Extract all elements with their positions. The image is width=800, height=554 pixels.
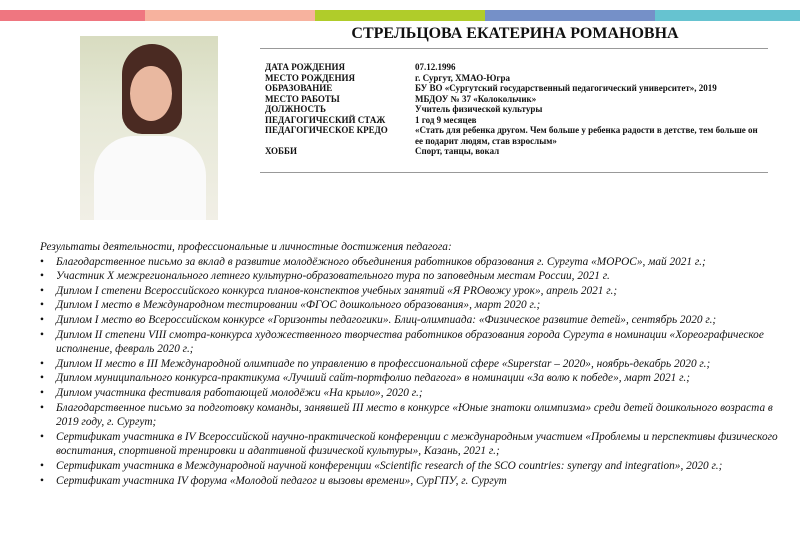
info-label: ПЕДАГОГИЧЕСКОЕ КРЕДО <box>265 125 388 135</box>
achievements <box>40 240 785 488</box>
color-stripe <box>0 10 800 21</box>
info-value: г. Сургут, ХМАО-Югра <box>415 72 510 83</box>
achievement-item: • Диплом II место в III Международной олимпиаде по управлению в профессиональной сфере «Superstar – 2020», ноябрь-декабрь 2020 г.; <box>40 357 785 372</box>
achievements-list <box>40 255 785 489</box>
achievement-item: • Диплом муниципального конкурса-практикума «Лучший сайт-портфолио педагога» в номинации «За волю к победе», март 2021 г.; <box>40 371 785 386</box>
achievement-item: • Диплом участника фестиваля работающей молодёжи «На крыло», 2020 г.; <box>40 386 785 401</box>
info-label: ХОББИ <box>265 146 297 156</box>
achievements-heading: Результаты деятельности, профессиональные и личностные достижения педагога: <box>40 241 452 253</box>
info-value: БУ ВО «Сургутский государственный педагогический университет», 2019 <box>415 83 717 93</box>
stripe-segment <box>655 10 800 21</box>
achievement-item: • Благодарственное письмо за вклад в развитие молодёжного объединения работников образования г. Сургута «МОРОС», май 2021 г.; <box>40 255 785 270</box>
achievement-item: • Участник X межрегионального летнего культурно-образовательного тура по заповедным местам России, 2021 г. <box>40 269 785 284</box>
info-value: Спорт, танцы, вокал <box>415 146 500 156</box>
info-label: ОБРАЗОВАНИЕ <box>265 83 333 93</box>
info-value: МБДОУ № 37 «Колокольчик» <box>415 93 537 104</box>
achievement-item: • Благодарственное письмо за подготовку команды, занявшей III место в конкурсе «Юные знатоки олимпизма» среди детей дошкольного возраста в 2019 году, г. Сургут; <box>40 401 785 430</box>
info-row <box>265 62 760 73</box>
achievement-item: • Диплом I место в Международном тестировании «ФГОС дошкольного образования», март 2020 г.; <box>40 298 785 313</box>
achievement-item: • Диплом I место во Всероссийском конкурсе «Горизонты педагогики». Блиц-олимпиада: «Физическое развитие детей», сентябрь 2020 г.; <box>40 313 785 328</box>
info-row <box>265 125 760 146</box>
info-value: Учитель физической культуры <box>415 104 543 114</box>
info-label: ДОЛЖНОСТЬ <box>265 104 326 114</box>
stripe-segment <box>145 10 315 21</box>
info-label: МЕСТО РОЖДЕНИЯ <box>265 72 355 83</box>
info-row <box>265 115 760 126</box>
divider <box>260 48 768 49</box>
page-title: СТРЕЛЬЦОВА ЕКАТЕРИНА РОМАНОВНА <box>351 25 679 42</box>
info-row <box>265 73 760 84</box>
stripe-segment <box>315 10 485 21</box>
achievement-item: • Диплом I степени Всероссийского конкурса планов-конспектов учебных занятий «Я PROвожу урок», апрель 2021 г.; <box>40 284 785 299</box>
info-row <box>265 104 760 115</box>
achievement-item: • Сертификат участника IV форума «Молодой педагог и вызовы времени», СурГПУ, г. Сургут <box>40 474 785 489</box>
info-row <box>265 146 760 157</box>
stripe-segment <box>0 10 145 21</box>
achievement-item: • Сертификат участника в Международной научной конференции «Scientific research of the SCO countries: synergy and integration», 2020 г.; <box>40 459 785 474</box>
info-value: «Стать для ребенка другом. Чем больше у ребенка радости в детстве, тем больше он ее подарит людям, став взрослым» <box>415 125 758 146</box>
portrait-photo <box>80 36 218 220</box>
info-row <box>265 94 760 105</box>
info-table <box>265 62 760 157</box>
achievement-item: • Сертификат участника в IV Всероссийской научно-практической конференции с международным участием «Проблемы и перспективы физического воспитания, спортивной тренировки и адаптивной физической культуры», Казань, 2021 г.; <box>40 430 785 459</box>
achievement-item: • Диплом II степени VIII смотра-конкурса художественного творчества работников образования города Сургута в номинации «Хореографическое исполнение, февраль 2020 г.; <box>40 328 785 357</box>
divider <box>260 172 768 173</box>
info-row <box>265 83 760 94</box>
info-label: МЕСТО РАБОТЫ <box>265 93 340 104</box>
stripe-segment <box>485 10 655 21</box>
info-label: ДАТА РОЖДЕНИЯ <box>265 62 346 72</box>
info-label: ПЕДАГОГИЧЕСКИЙ СТАЖ <box>265 114 386 125</box>
info-value: 1 год 9 месяцев <box>415 114 477 125</box>
info-value: 07.12.1996 <box>415 62 456 72</box>
